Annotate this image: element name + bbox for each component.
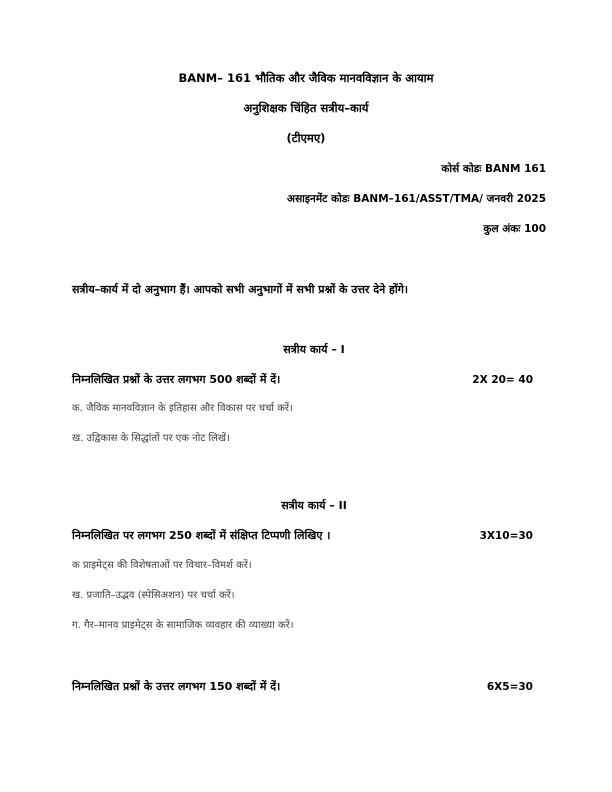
section-2-question-b: ख. प्रजाति–उद्भव (स्पेसिअशन) पर चर्चा करें।: [72, 590, 235, 601]
section-3-instruction: निम्नलिखित प्रश्नों के उत्तर लगभग 150 शब्दों में दें।: [72, 680, 281, 693]
section-2-marks: 3X10=30: [479, 530, 533, 542]
intro-text: सत्रीय–कार्य में दो अनुभाग हैं। आपको सभी अनुभागों में सभी प्रश्नों के उत्तर देने होंगे।: [72, 283, 409, 296]
section-2-question-a: क प्राइमेट्स की विशेषताओं पर विचार–विमर्श करें।: [72, 560, 252, 571]
document-subtitle: अनुशिक्षक चिंहित सत्रीय–कार्य: [243, 101, 369, 115]
section-1-question-b: ख. उद्विकास के सिद्धांतों पर एक नोट लिखें।: [72, 433, 230, 444]
document-title: BANM– 161 भौतिक और जैविक मानवविज्ञान के आयाम: [178, 71, 434, 85]
course-code: कोर्स कोडः BANM 161: [441, 163, 546, 175]
section-1-question-a: क. जैविक मानवविज्ञान के इतिहास और विकास पर चर्चा करें।: [72, 403, 293, 414]
section-2-instruction: निम्नलिखित पर लगभग 250 शब्दों में संक्षिप्त टिप्पणी लिखिए ।: [72, 529, 331, 542]
section-1-heading: सत्रीय कार्य – I: [283, 343, 345, 356]
total-marks: कुल अंकः 100: [483, 223, 546, 235]
section-1-marks: 2X 20= 40: [472, 374, 533, 386]
section-2-heading: सत्रीय कार्य – II: [281, 499, 347, 512]
section-2-question-c: ग. गैर–मानव प्राइमेट्स के सामाजिक व्यवहार की व्याख्या करें।: [72, 620, 294, 631]
document-abbreviation: (टीएमए): [286, 131, 326, 145]
assignment-code: असाइनमेंट कोडः BANM–161/ASST/TMA/ जनवरी 2025: [287, 193, 546, 205]
section-3-marks: 6X5=30: [486, 681, 533, 693]
section-1-instruction: निम्नलिखित प्रश्नों के उत्तर लगभग 500 शब्दों में दें।: [72, 373, 281, 386]
